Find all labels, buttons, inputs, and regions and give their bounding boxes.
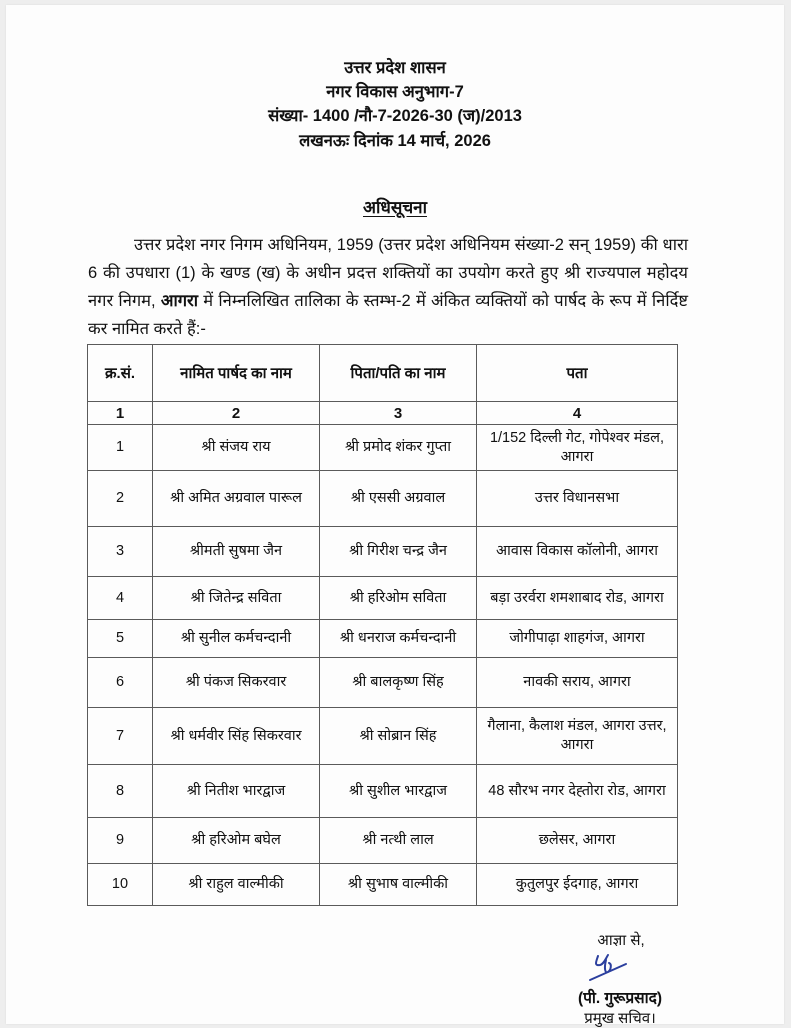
nominated-members-table [87, 344, 678, 906]
cell-name: श्री धर्मवीर सिंह सिकरवार [153, 708, 320, 765]
signatory-designation: प्रमुख सचिव। [584, 1010, 656, 1027]
cell-address: गैलाना, कैलाश मंडल, आगरा उत्तर, आगरा [477, 708, 678, 765]
document-page [6, 5, 784, 1027]
cell-address: 48 सौरभ नगर देह्तोरा रोड, आगरा [477, 765, 678, 818]
table-row [88, 658, 678, 708]
cell-sno: 1 [88, 425, 153, 471]
cell-name: श्रीमती सुषमा जैन [153, 527, 320, 577]
cell-name: श्री नितीश भारद्वाज [153, 765, 320, 818]
cell-name: श्री हरिओम बघेल [153, 818, 320, 864]
header-father: पिता/पति का नाम [320, 345, 477, 402]
cell-sno: 2 [88, 471, 153, 527]
table-row [88, 471, 678, 527]
cell-address: कुतुलपुर ईदगाह, आगरा [477, 864, 678, 906]
cell-father: श्री सुशील भारद्वाज [320, 765, 477, 818]
department-title: नगर विकास अनुभाग-7 [326, 83, 464, 101]
para-text-2: में निम्नलिखित तालिका के स्तम्भ-2 में अंकित व्यक्तियों को पार्षद के रूप में निर्दिष्ट कर नामित करते हैं:- [88, 292, 688, 338]
cell-address: 1/152 दिल्ली गेट, गोपेश्वर मंडल, आगरा [477, 425, 678, 471]
cell-name: श्री राहुल वाल्मीकी [153, 864, 320, 906]
cell-father: श्री बालकृष्ण सिंह [320, 658, 477, 708]
cell-address: आवास विकास कॉलोनी, आगरा [477, 527, 678, 577]
signatory-name: (पी. गुरूप्रसाद) [577, 990, 663, 1007]
column-number-row [88, 402, 678, 425]
table-row [88, 765, 678, 818]
table-row [88, 864, 678, 906]
cell-name: श्री अमित अग्रवाल पारूल [153, 471, 320, 527]
notification-title [6, 195, 784, 218]
cell-father: श्री सुभाष वाल्मीकी [320, 864, 477, 906]
colnum-3: 3 [320, 402, 477, 425]
header-sno: क्र.सं. [88, 345, 153, 402]
header-name: नामित पार्षद का नाम [153, 345, 320, 402]
cell-name: श्री जितेन्द्र सविता [153, 577, 320, 620]
table-row [88, 425, 678, 471]
cell-address: उत्तर विधानसभा [477, 471, 678, 527]
cell-father: श्री गिरीश चन्द्र जैन [320, 527, 477, 577]
notification-paragraph [88, 231, 688, 343]
table-row [88, 818, 678, 864]
cell-sno: 3 [88, 527, 153, 577]
cell-address: जोगीपाढ़ा शाहगंज, आगरा [477, 620, 678, 658]
cell-address: नावकी सराय, आगरा [477, 658, 678, 708]
header-address: पता [477, 345, 678, 402]
place-date: लखनऊः दिनांक 14 मार्च, 2026 [299, 132, 491, 150]
cell-address: बड़ा उरर्वरा शमशाबाद रोड, आगरा [477, 577, 678, 620]
table-row [88, 527, 678, 577]
cell-name: श्री संजय राय [153, 425, 320, 471]
table-row [88, 577, 678, 620]
cell-name: श्री सुनील कर्मचन्दानी [153, 620, 320, 658]
cell-sno: 7 [88, 708, 153, 765]
cell-sno: 4 [88, 577, 153, 620]
cell-father: श्री हरिओम सविता [320, 577, 477, 620]
table-row [88, 620, 678, 658]
cell-sno: 9 [88, 818, 153, 864]
colnum-2: 2 [153, 402, 320, 425]
para-city-bold: आगरा [160, 292, 199, 310]
reference-number: संख्या- 1400 /नौ-7-2026-30 (ज)/2013 [268, 107, 522, 125]
cell-father: श्री सोब्रान सिंह [320, 708, 477, 765]
cell-father: श्री धनराज कर्मचन्दानी [320, 620, 477, 658]
cell-address: छलेसर, आगरा [477, 818, 678, 864]
notification-title-text: अधिसूचना [363, 198, 427, 217]
cell-sno: 10 [88, 864, 153, 906]
colnum-4: 4 [477, 402, 678, 425]
colnum-1: 1 [88, 402, 153, 425]
by-order-text: आज्ञा से, [597, 932, 645, 949]
cell-sno: 5 [88, 620, 153, 658]
para-text-1: उत्तर प्रदेश नगर निगम अधिनियम, 1959 (उत्तर प्रदेश अधिनियम संख्या-2 सन् 1959) की धारा 6 की उपधारा (1) के खण्ड (ख) के अधीन प्रदत्त शक्तियों का उपयोग करते हुए श्री राज्यपाल महोदय नगर निगम, [88, 236, 688, 310]
govt-title: उत्तर प्रदेश शासन [344, 59, 446, 77]
table-row [88, 708, 678, 765]
cell-father: श्री नत्थी लाल [320, 818, 477, 864]
table-header-row [88, 345, 678, 402]
cell-name: श्री पंकज सिकरवार [153, 658, 320, 708]
cell-sno: 8 [88, 765, 153, 818]
cell-sno: 6 [88, 658, 153, 708]
cell-father: श्री एससी अग्रवाल [320, 471, 477, 527]
signature-icon [584, 952, 634, 984]
cell-father: श्री प्रमोद शंकर गुप्ता [320, 425, 477, 471]
